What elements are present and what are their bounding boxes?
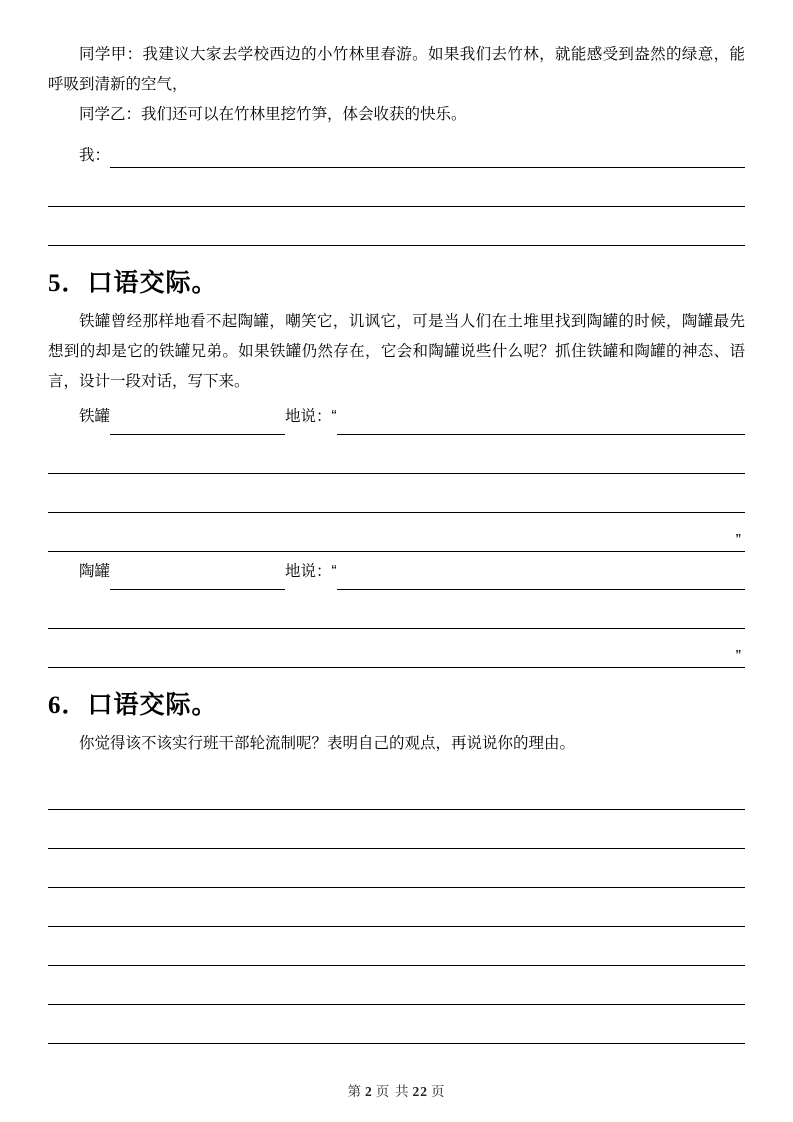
footer-total-pages: 22 (412, 1084, 428, 1099)
answer-blank-line[interactable] (48, 1005, 745, 1044)
answer-blank-line[interactable] (48, 207, 745, 246)
speaker-says-text: 地说：“ (285, 563, 337, 580)
self-answer-row (48, 130, 745, 168)
section-dot: ． (61, 270, 88, 297)
answer-blank-line[interactable] (48, 966, 745, 1005)
answer-blank-line[interactable] (48, 810, 745, 849)
answer-blank-line[interactable] (48, 849, 745, 888)
answer-blank-line[interactable] (48, 590, 745, 629)
speaker-manner-blank[interactable] (110, 408, 285, 435)
speaker-label-taoguan: 陶罐 (79, 563, 111, 580)
closing-quote-mark: ” (735, 532, 741, 549)
section-title-text: 口语交际。 (87, 690, 218, 719)
page-footer (0, 1080, 793, 1100)
answer-blank-line-with-quote[interactable] (48, 629, 745, 668)
speaker-manner-blank[interactable] (110, 563, 285, 590)
speaker-row-taoguan (48, 552, 745, 590)
footer-page-number: 2 (364, 1084, 373, 1099)
answer-blank-line[interactable] (48, 435, 745, 474)
answer-blank-line[interactable] (48, 888, 745, 927)
section-6-prompt: 你觉得该不该实行班干部轮流制呢？表明自己的观点，再说说你的理由。 (79, 735, 576, 752)
answer-blank-line[interactable] (48, 771, 745, 810)
section-5-prompt: 铁罐曾经那样地看不起陶罐，嘲笑它，讥讽它，可是当人们在土堆里找到陶罐的时候，陶罐最先想到的却是它的铁罐兄弟。如果铁罐仍然存在，它会和陶罐说些什么呢？抓住铁罐和陶罐的神态、语言，设计一段对话，写下来。 (48, 313, 745, 390)
dialogue-line-1: 同学甲：我建议大家去学校西边的小竹林里春游。如果我们去竹林，就能感受到盎然的绿意，能呼吸到清新的空气， (48, 46, 745, 93)
speaker-label-tiegang: 铁罐 (79, 408, 111, 425)
section-heading-5 (48, 266, 745, 301)
footer-prefix: 第 (347, 1084, 362, 1099)
footer-suffix: 页 (431, 1084, 446, 1099)
speaker-row-tiegang (48, 397, 745, 435)
section-dot: ． (61, 692, 88, 719)
answer-blank-line[interactable] (110, 141, 745, 168)
speaker-dialogue-blank[interactable] (337, 408, 745, 435)
footer-middle: 页 共 (375, 1084, 410, 1099)
closing-quote-mark: ” (735, 648, 741, 665)
answer-blank-line[interactable] (48, 474, 745, 513)
answer-blank-line[interactable] (48, 168, 745, 207)
speaker-says-text: 地说：“ (285, 408, 337, 425)
answer-blank-line[interactable] (48, 927, 745, 966)
answer-blank-line-with-quote[interactable] (48, 513, 745, 552)
section-heading-6 (48, 688, 745, 723)
self-label: 我： (79, 147, 111, 164)
section-number: 6 (48, 692, 62, 719)
section-number: 5 (48, 270, 62, 297)
dialogue-line-2: 同学乙：我们还可以在竹林里挖竹笋，体会收获的快乐。 (79, 106, 467, 123)
section-title-text: 口语交际。 (87, 268, 218, 297)
speaker-dialogue-blank[interactable] (337, 563, 745, 590)
